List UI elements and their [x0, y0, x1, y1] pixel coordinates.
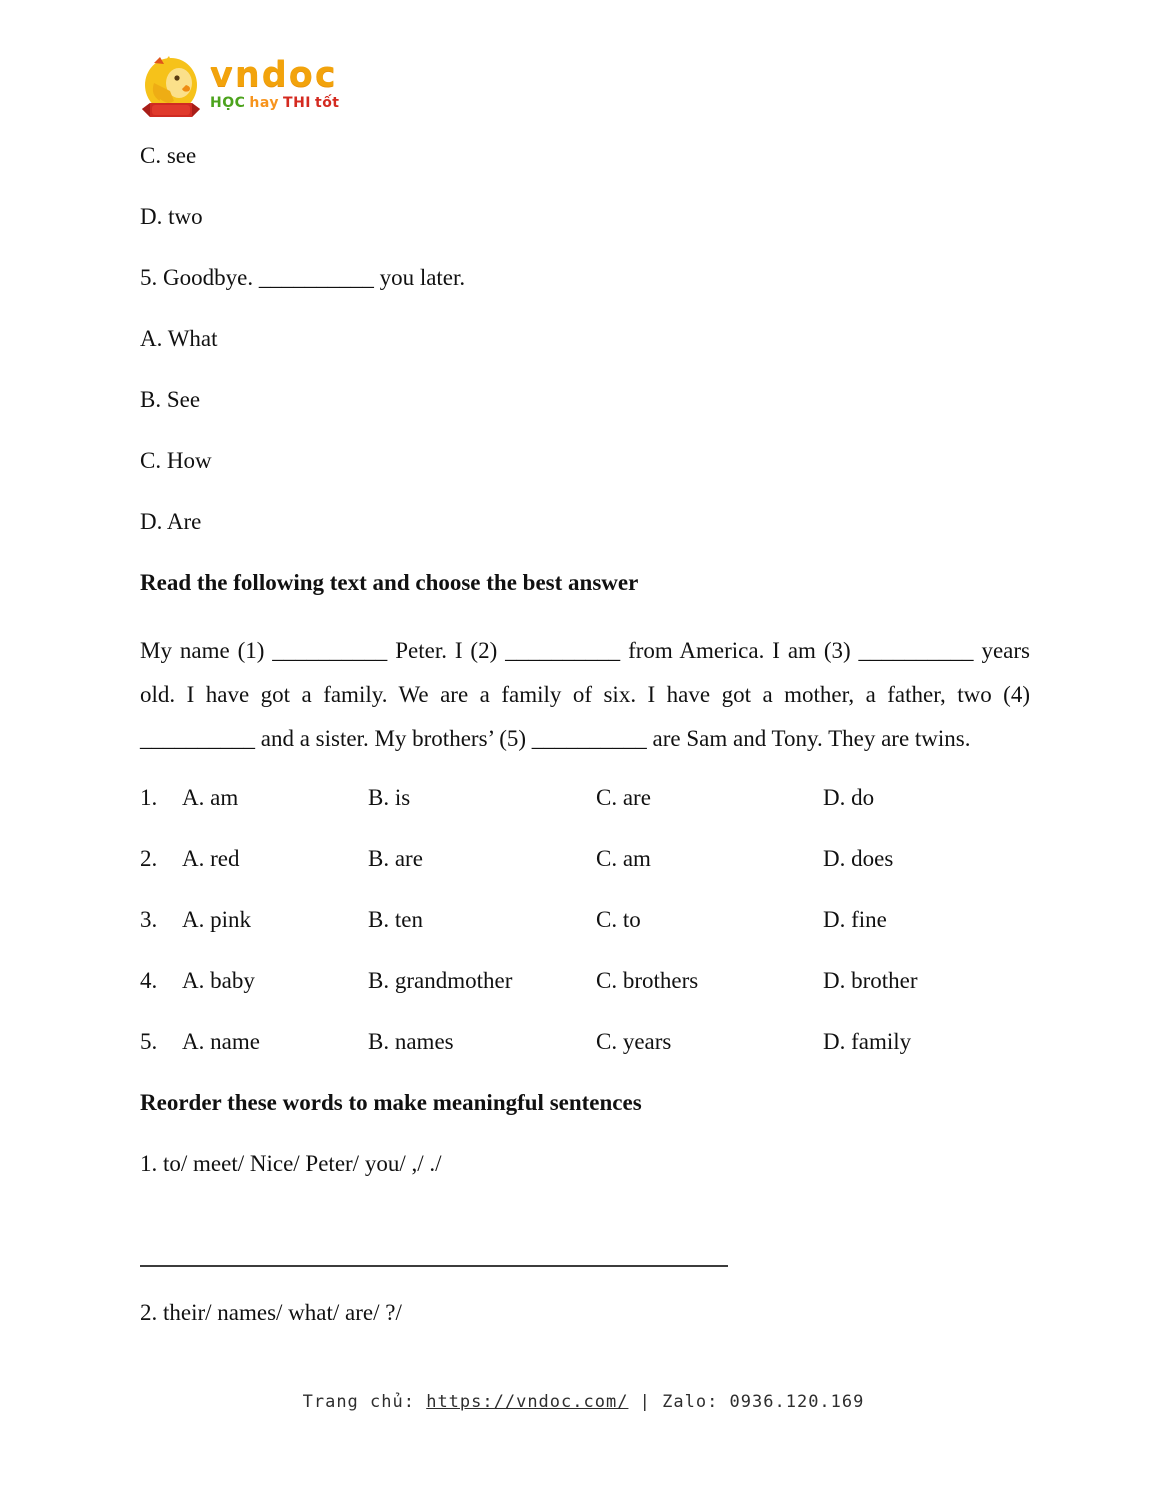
- mc-option-c: C. to: [596, 907, 641, 932]
- vndoc-mascot-icon: [140, 55, 202, 125]
- mc-option-c: C. brothers: [596, 968, 699, 993]
- mc-option-a: A. red: [182, 846, 240, 871]
- mc-row-5: [140, 1027, 1030, 1057]
- reading-passage: My name (1) __________ Peter. I (2) __________ from America. I am (3) __________ years old. I have got a family. We are a family of six. I have got a mother, a father, two (4) __________ and a sister. My brothers’ (5) __________ are Sam and Tony. They are twins.: [140, 638, 1030, 751]
- mc-number: 3.: [140, 907, 158, 932]
- mc-option-c: C. am: [596, 846, 651, 871]
- footer-zalo-text: | Zalo: 0936.120.169: [628, 1392, 865, 1412]
- answer-line: [140, 1210, 728, 1267]
- mc-option-a: A. name: [182, 1029, 260, 1054]
- reorder-section-heading: Reorder these words to make meaningful sentences: [140, 1090, 642, 1115]
- mc-option-a: A. am: [182, 785, 239, 810]
- mc-option-b: B. ten: [368, 907, 423, 932]
- mc-option-c: C. are: [596, 785, 651, 810]
- mc-row-4: [140, 966, 1030, 996]
- vndoc-logo: [140, 55, 1030, 127]
- mc-option-b: B. are: [368, 846, 423, 871]
- tagline-word-tot: tốt: [315, 95, 340, 111]
- mc-option-a: A. baby: [182, 968, 255, 993]
- option-d-two: D. two: [140, 204, 203, 229]
- mc-option-d: D. brother: [823, 968, 918, 993]
- mc-option-b: B. grandmother: [368, 968, 513, 993]
- mc-row-3: [140, 905, 1030, 935]
- mc-option-b: B. is: [368, 785, 411, 810]
- mc-option-d: D. do: [823, 785, 875, 810]
- reading-section-heading: Read the following text and choose the best answer: [140, 570, 639, 595]
- mc-option-d: D. fine: [823, 907, 887, 932]
- question-5-option-c: C. How: [140, 448, 212, 473]
- mc-option-d: D. family: [823, 1029, 912, 1054]
- brand-tagline: [210, 94, 344, 112]
- brand-name: vndoc: [210, 55, 338, 95]
- mc-row-2: [140, 844, 1030, 874]
- tagline-word-hay: hay: [249, 95, 280, 111]
- question-5-option-b: B. See: [140, 387, 201, 412]
- mc-option-d: D. does: [823, 846, 894, 871]
- mc-number: 5.: [140, 1029, 158, 1054]
- question-5-prompt: 5. Goodbye. __________ you later.: [140, 265, 466, 290]
- reorder-item-2: 2. their/ names/ what/ are/ ?/: [140, 1300, 402, 1325]
- mc-option-c: C. years: [596, 1029, 672, 1054]
- logo-text: [210, 55, 344, 112]
- reorder-item-1: 1. to/ meet/ Nice/ Peter/ you/ ,/ ./: [140, 1151, 442, 1176]
- mc-number: 1.: [140, 785, 158, 810]
- question-5-option-d: D. Are: [140, 509, 202, 534]
- mc-row-1: [140, 783, 1030, 813]
- mc-number: 4.: [140, 968, 158, 993]
- tagline-word-thi: THI: [283, 95, 311, 111]
- page-footer: [0, 1392, 1167, 1412]
- tagline-word-hoc: HỌC: [210, 95, 246, 111]
- mc-option-b: B. names: [368, 1029, 454, 1054]
- question-5-option-a: A. What: [140, 326, 218, 351]
- footer-home-label: Trang chủ:: [302, 1392, 427, 1412]
- mc-number: 2.: [140, 846, 158, 871]
- mc-option-a: A. pink: [182, 907, 251, 932]
- footer-home-link[interactable]: https://vndoc.com/: [426, 1392, 629, 1412]
- option-c-see: C. see: [140, 143, 197, 168]
